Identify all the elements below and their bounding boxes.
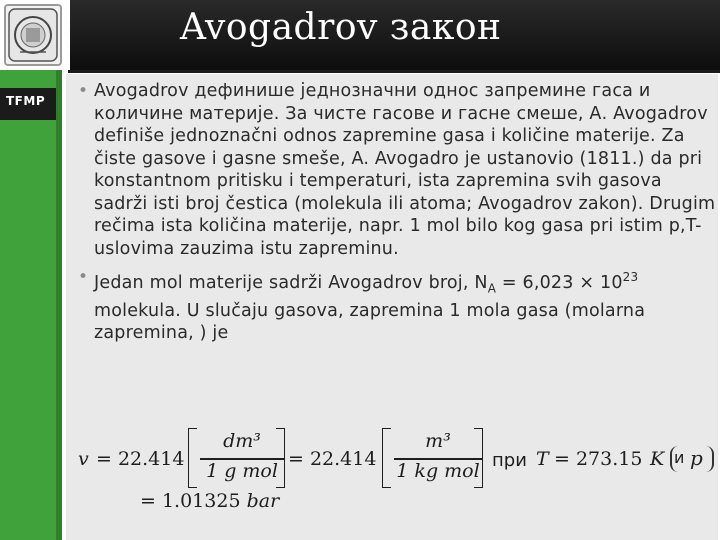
condition-word: при bbox=[492, 450, 527, 471]
fraction-1-denominator: 1 g mol bbox=[206, 460, 278, 482]
bullet-text-post: molekula. U slučaju gasova, zapremina 1 mola gasa (molarna zapremina, ) je bbox=[94, 300, 646, 344]
formula-row-2 bbox=[140, 490, 279, 512]
temperature-unit: K bbox=[650, 448, 665, 470]
subscript-a: A bbox=[487, 281, 497, 296]
bullet-item bbox=[76, 266, 716, 345]
formula-eq1: = 22.414 bbox=[96, 448, 185, 470]
temperature-var: T bbox=[536, 448, 549, 470]
formula-eq2: = 22.414 bbox=[288, 448, 377, 470]
pressure-symbol bbox=[668, 442, 712, 474]
slide-body bbox=[76, 80, 716, 351]
bullet-text-pre: Jedan mol materije sadrži Avogadrov broj, N bbox=[94, 272, 488, 293]
slide-header bbox=[0, 0, 720, 70]
sidebar-shade bbox=[56, 70, 62, 540]
fraction-2-denominator: 1 kg mol bbox=[396, 460, 480, 482]
bullet-item bbox=[76, 80, 716, 260]
molar-volume-formula bbox=[78, 428, 718, 528]
pressure-value: = 1.01325 bbox=[140, 490, 241, 512]
seal-emblem-icon bbox=[6, 6, 60, 64]
formula-lhs-var: v bbox=[78, 448, 89, 470]
title-divider bbox=[68, 70, 720, 73]
bracket-right-1 bbox=[276, 428, 285, 488]
left-sidebar bbox=[0, 70, 62, 540]
superscript-exponent: 23 bbox=[622, 270, 639, 284]
page-title: Avogadrov закон bbox=[180, 7, 502, 48]
sidebar-label: TFMP bbox=[6, 94, 46, 108]
bracket-right-2 bbox=[474, 428, 483, 488]
bullet-text: Avogadrov дефинише једнозначни однос запремине гаса и количине материје. За чисте гасове и гасне смеше, А. Avogadrov definiše jednoznačni odnos zapremine gasa i količine materije. Za čiste gasove i gasne smeše, A. Avogadro je ustanovio (1811.) da pri konstantnom pritisku i temperaturi, ista zapremina svih gasova sadrži isti broj čestica (molekula ili atoma; Avogadrov zakon). Drugim rečima ista količina materije, napr. 1 mol bilo kog gasa pri istim p,T-uslovima zauzima istu zapreminu. bbox=[94, 81, 716, 259]
fraction-1-numerator: dm³ bbox=[223, 430, 261, 452]
bullet-icon: • bbox=[78, 81, 89, 101]
temperature-value: = 273.15 bbox=[554, 448, 643, 470]
pressure-var: p bbox=[690, 446, 703, 470]
fraction-2 bbox=[388, 428, 488, 488]
bullet-text-mid: = 6,023 × 10 bbox=[496, 272, 623, 293]
university-seal-logo bbox=[4, 4, 62, 66]
pressure-unit: bar bbox=[246, 490, 280, 512]
and-word: и bbox=[674, 448, 685, 467]
fraction-2-numerator: m³ bbox=[425, 430, 451, 452]
bullet-icon: • bbox=[78, 267, 89, 287]
